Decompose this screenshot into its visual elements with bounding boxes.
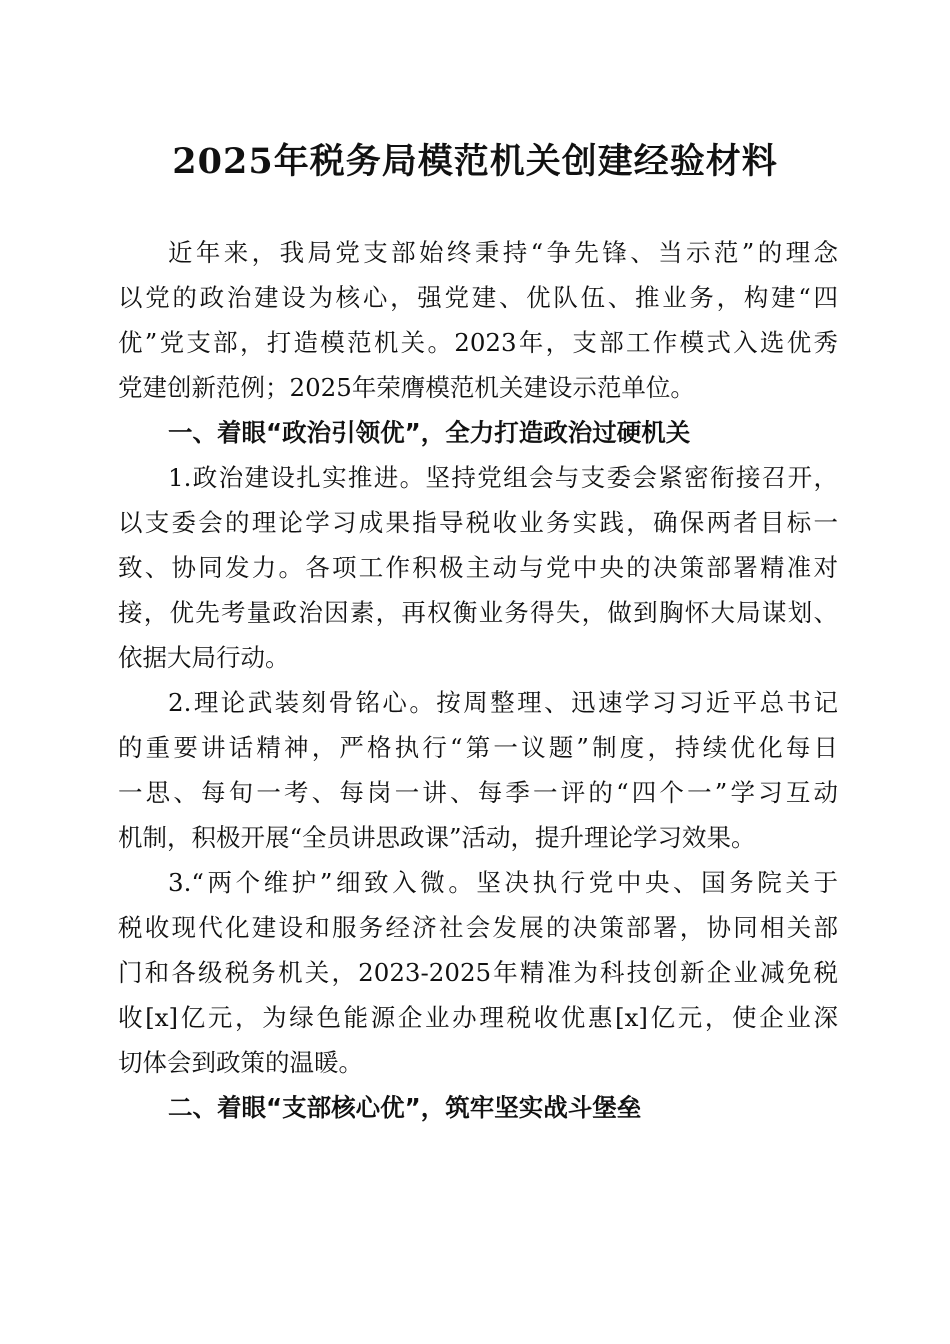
intro-line: 近年来，我局党支部始终秉持“争先锋、当示范”的理念 [168, 238, 838, 267]
section-heading-1: 一、着眼“政治引领优”，全力打造政治过硬机关 [168, 418, 691, 447]
intro-line: 优”党支部，打造模范机关。2023年，支部工作模式入选优秀 [118, 328, 838, 357]
item-3-line: 收[x]亿元，为绿色能源企业办理税收优惠[x]亿元，使企业深 [118, 1003, 838, 1032]
intro-line: 党建创新范例；2025年荣膺模范机关建设示范单位。 [118, 373, 695, 402]
item-2-line: 2.理论武装刻骨铭心。按周整理、迅速学习习近平总书记 [168, 688, 838, 717]
item-3-line: 税收现代化建设和服务经济社会发展的决策部署，协同相关部 [118, 913, 838, 942]
intro-line: 以党的政治建设为核心，强党建、优队伍、推业务，构建“四 [118, 283, 838, 312]
item-1-line: 接，优先考量政治因素，再权衡业务得失，做到胸怀大局谋划、 [118, 598, 838, 627]
item-3-line: 3.“两个维护”细致入微。坚决执行党中央、国务院关于 [168, 868, 838, 897]
item-1-line: 以支委会的理论学习成果指导税收业务实践，确保两者目标一 [118, 508, 838, 537]
item-1-line: 依据大局行动。 [118, 643, 290, 672]
item-2-line: 机制，积极开展“全员讲思政课”活动，提升理论学习效果。 [118, 823, 756, 852]
item-3-line: 切体会到政策的温暖。 [118, 1048, 363, 1077]
document-title: 2025年税务局模范机关创建经验材料 [172, 141, 778, 182]
item-3-line: 门和各级税务机关，2023-2025年精准为科技创新企业减免税 [118, 958, 838, 987]
item-2-line: 的重要讲话精神，严格执行“第一议题”制度，持续优化每日 [118, 733, 838, 762]
item-1-line: 1.政治建设扎实推进。坚持党组会与支委会紧密衔接召开， [168, 463, 838, 492]
section-heading-2: 二、着眼“支部核心优”，筑牢坚实战斗堡垒 [168, 1093, 642, 1122]
item-2-line: 一思、每旬一考、每岗一讲、每季一评的“四个一”学习互动 [118, 778, 838, 807]
item-1-line: 致、协同发力。各项工作积极主动与党中央的决策部署精准对 [118, 553, 838, 582]
